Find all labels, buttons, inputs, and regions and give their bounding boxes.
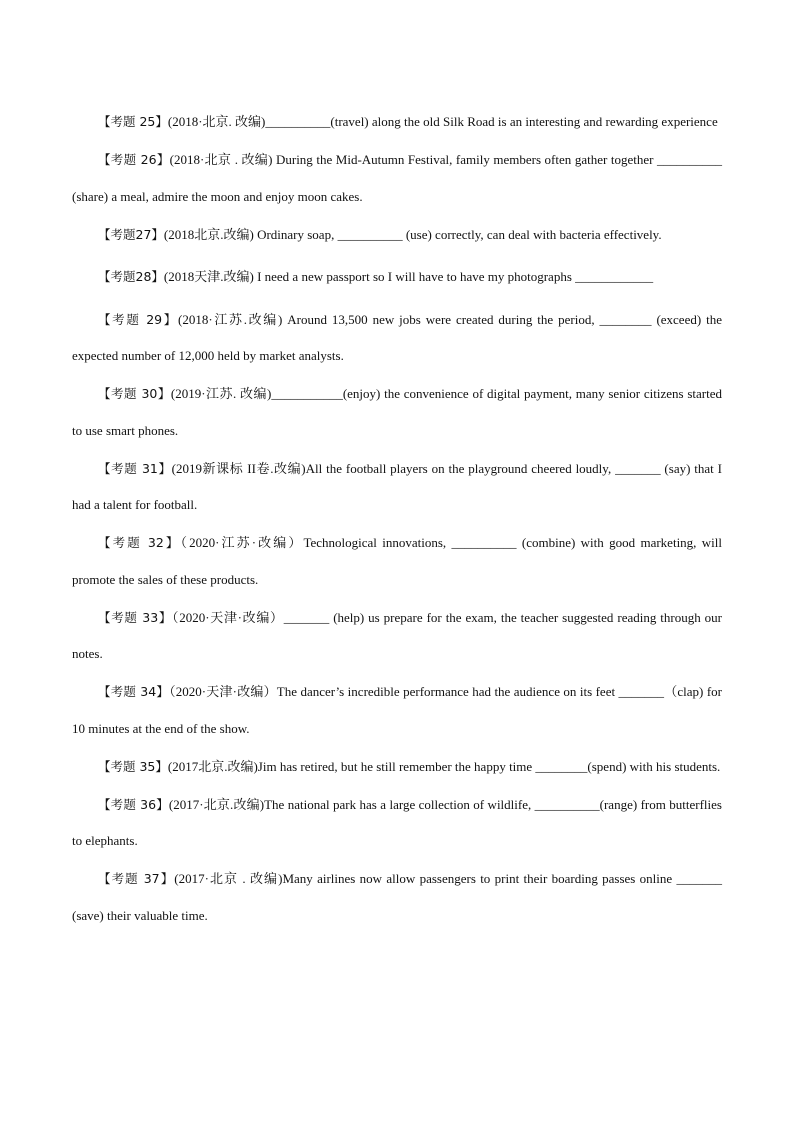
question-tag: 【考题 37】	[98, 871, 175, 886]
question-tag: 【考题 31】	[98, 460, 172, 476]
question-tag: 【考题 30】	[98, 386, 171, 401]
question-text: (2017·北京 . 改编)Many airlines now allow passengers to print their boarding passes online _______ (save) their valuable time.	[72, 871, 722, 923]
question-tag: 【考题 36】	[98, 796, 169, 812]
question-item	[72, 376, 722, 449]
question-list	[72, 104, 722, 936]
question-item	[72, 600, 722, 673]
question-text: (2017北京.改编)Jim has retired, but he still remember the happy time ________(spend) with his students.	[167, 758, 721, 774]
question-text: (2019·江苏. 改编)___________(enjoy) the convenience of digital payment, many senior citizens started to use smart phones.	[72, 386, 722, 438]
question-text: （2020·江苏·改编）Technological innovations, __________ (combine) with good marketing, will promote the sales of these products.	[72, 535, 723, 587]
question-item	[72, 217, 722, 254]
question-text: (2019新课标 II卷.改编)All the football players on the playground cheered loudly, _______ (say) that I had a talent for football.	[72, 460, 722, 512]
question-item	[72, 142, 722, 215]
question-text: （2020·天津·改编）_______ (help) us prepare for the exam, the teacher suggested reading through our notes.	[72, 609, 722, 661]
question-item	[72, 861, 722, 934]
question-tag: 【考题 29】	[98, 311, 178, 327]
question-tag: 【考题28】	[98, 269, 164, 284]
question-item	[72, 749, 722, 786]
question-tag: 【考题 35】	[98, 758, 168, 774]
question-tag: 【考题 26】	[98, 152, 170, 167]
question-text: （2020·天津·改编）The dancer’s incredible performance had the audience on its feet _______（clap) for 10 minutes at the end of the show.	[72, 684, 722, 736]
question-item	[72, 259, 722, 296]
question-item	[72, 674, 722, 747]
question-item	[72, 525, 722, 598]
question-text: (2018北京.改编) Ordinary soap, __________ (use) correctly, can deal with bacteria effectively.	[163, 226, 662, 242]
question-tag: 【考题27】	[98, 226, 164, 242]
question-text: (2018·北京 . 改编) During the Mid-Autumn Festival, family members often gather together __________ (share) a meal, admire the moon and enjoy moon cakes.	[72, 152, 722, 204]
question-item	[72, 104, 722, 141]
question-text: (2018·江苏.改编) Around 13,500 new jobs were created during the period, ________ (exceed) the expected number of 12,000 held by market analysts.	[72, 311, 722, 363]
question-item	[72, 451, 722, 524]
question-item	[72, 302, 722, 375]
question-text: (2017·北京.改编)The national park has a large collection of wildlife, __________(range) from butterflies to elephants.	[72, 796, 722, 848]
question-tag: 【考题 34】	[98, 684, 170, 699]
question-text: (2018·北京. 改编)__________(travel) along the old Silk Road is an interesting and rewarding experience	[167, 114, 718, 129]
question-item	[72, 787, 722, 860]
question-tag: 【考题 33】	[98, 609, 173, 625]
question-tag: 【考题 25】	[98, 114, 168, 129]
question-text: (2018天津.改编) I need a new passport so I will have to have my photographs ____________	[163, 269, 654, 284]
question-tag: 【考题 32】	[98, 535, 181, 550]
